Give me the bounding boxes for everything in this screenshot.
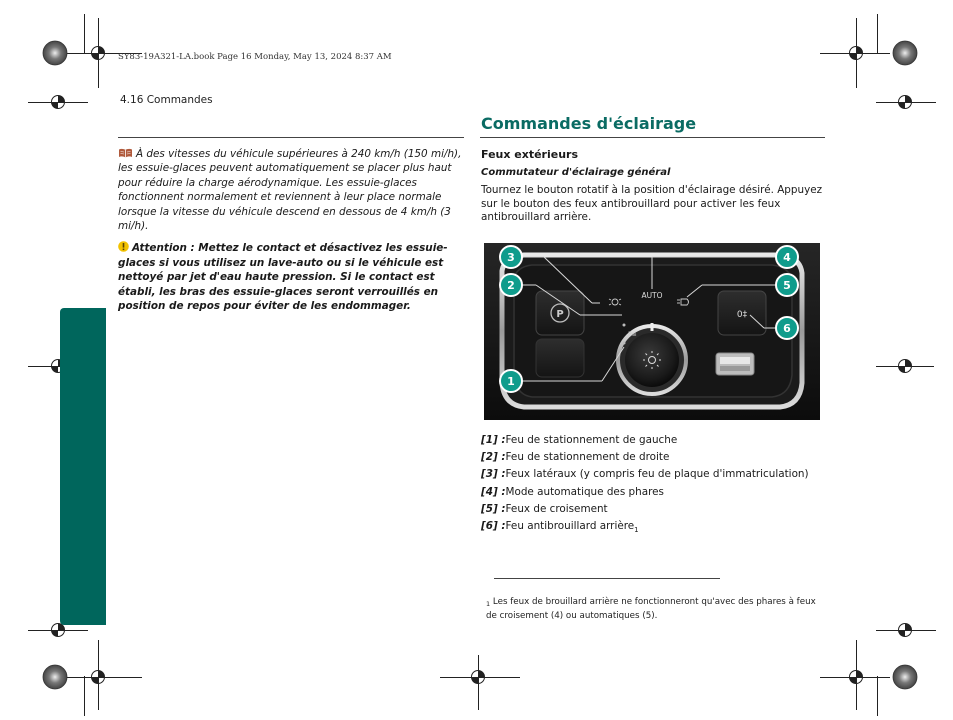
subsubsection-title: Commutateur d'éclairage général bbox=[481, 167, 671, 178]
warning-icon bbox=[118, 241, 129, 252]
chapter-side-tab bbox=[60, 308, 106, 625]
svg-text:5: 5 bbox=[783, 279, 791, 292]
left-column-rule bbox=[118, 137, 464, 138]
legend-item-2: [2] :Feu de stationnement de droite bbox=[481, 451, 670, 464]
light-switch-photo bbox=[484, 243, 820, 420]
left-column bbox=[118, 147, 466, 321]
running-head: 4.16 Commandes bbox=[120, 94, 213, 106]
right-column-rule bbox=[480, 137, 825, 138]
footnote-text: Les feux de brouillard arrière ne fonctionneront qu'avec des phares à feux de croisement (4) ou automatiques (5). bbox=[486, 597, 816, 621]
print-header: SY83-19A321-LA.book Page 16 Monday, May 13, 2024 8:37 AM bbox=[118, 52, 392, 62]
section-title: Commandes d'éclairage bbox=[481, 114, 697, 133]
warning-note bbox=[118, 241, 466, 313]
badge-1 bbox=[500, 370, 522, 392]
badge-5 bbox=[776, 274, 798, 296]
info-note-text: À des vitesses du véhicule supérieures à 240 km/h (150 mi/h), les essuie-glaces peuvent automatiquement se placer plus haut pour réduire la charge aérodynamique. Les essuie-glaces fonctionnent normalement et reviennent à leur place normale lorsque la vitesse du véhicule descend en dessous de 4 km/h (3 mi/h). bbox=[118, 148, 462, 233]
badge-3 bbox=[500, 246, 522, 268]
footnote bbox=[486, 596, 826, 622]
footnote-reference: 1 bbox=[634, 526, 639, 535]
svg-text:4: 4 bbox=[783, 251, 791, 264]
badge-2 bbox=[500, 274, 522, 296]
footnote-marker: 1 bbox=[486, 600, 491, 608]
legend-list bbox=[481, 433, 826, 540]
legend-item-4: [4] :Mode automatique des phares bbox=[481, 485, 664, 498]
legend-item-6: [6] :Feu antibrouillard arrière$_1$ bbox=[481, 520, 639, 535]
legend-item-1: [1] :Feu de stationnement de gauche bbox=[481, 434, 678, 446]
svg-text:P≡: P≡ bbox=[628, 331, 637, 338]
subsection-title: Feux extérieurs bbox=[481, 148, 579, 161]
svg-text:2: 2 bbox=[507, 279, 515, 292]
svg-text:P: P bbox=[556, 309, 564, 320]
section-body: Tournez le bouton rotatif à la position d'éclairage désiré. Appuyez sur le bouton des feux antibrouillard pour activer les feux antibrouillard arrière. bbox=[481, 184, 823, 224]
badge-6 bbox=[776, 317, 798, 339]
svg-text:1: 1 bbox=[507, 375, 515, 388]
fog-symbol: 0‡ bbox=[736, 310, 748, 320]
legend-item-5: [5] :Feux de croisement bbox=[481, 502, 608, 515]
badge-4 bbox=[776, 246, 798, 268]
footnote-rule bbox=[494, 578, 720, 579]
info-note bbox=[118, 147, 466, 233]
svg-text:6: 6 bbox=[783, 322, 791, 335]
auto-label: AUTO bbox=[641, 291, 663, 300]
book-icon bbox=[118, 148, 133, 158]
legend-item-3: [3] :Feux latéraux (y compris feu de plaque d'immatriculation) bbox=[481, 468, 809, 481]
svg-text:3: 3 bbox=[507, 251, 515, 264]
warning-note-text: Attention : Mettez le contact et désactivez les essuie-glaces si vous utilisez un lave-auto ou si le véhicule est nettoyé par jet d'eau haute pression. Si le contact est établi, les bras des essuie-glaces seront verrouillés en position de repos pour éviter de les endommager. bbox=[118, 242, 448, 313]
